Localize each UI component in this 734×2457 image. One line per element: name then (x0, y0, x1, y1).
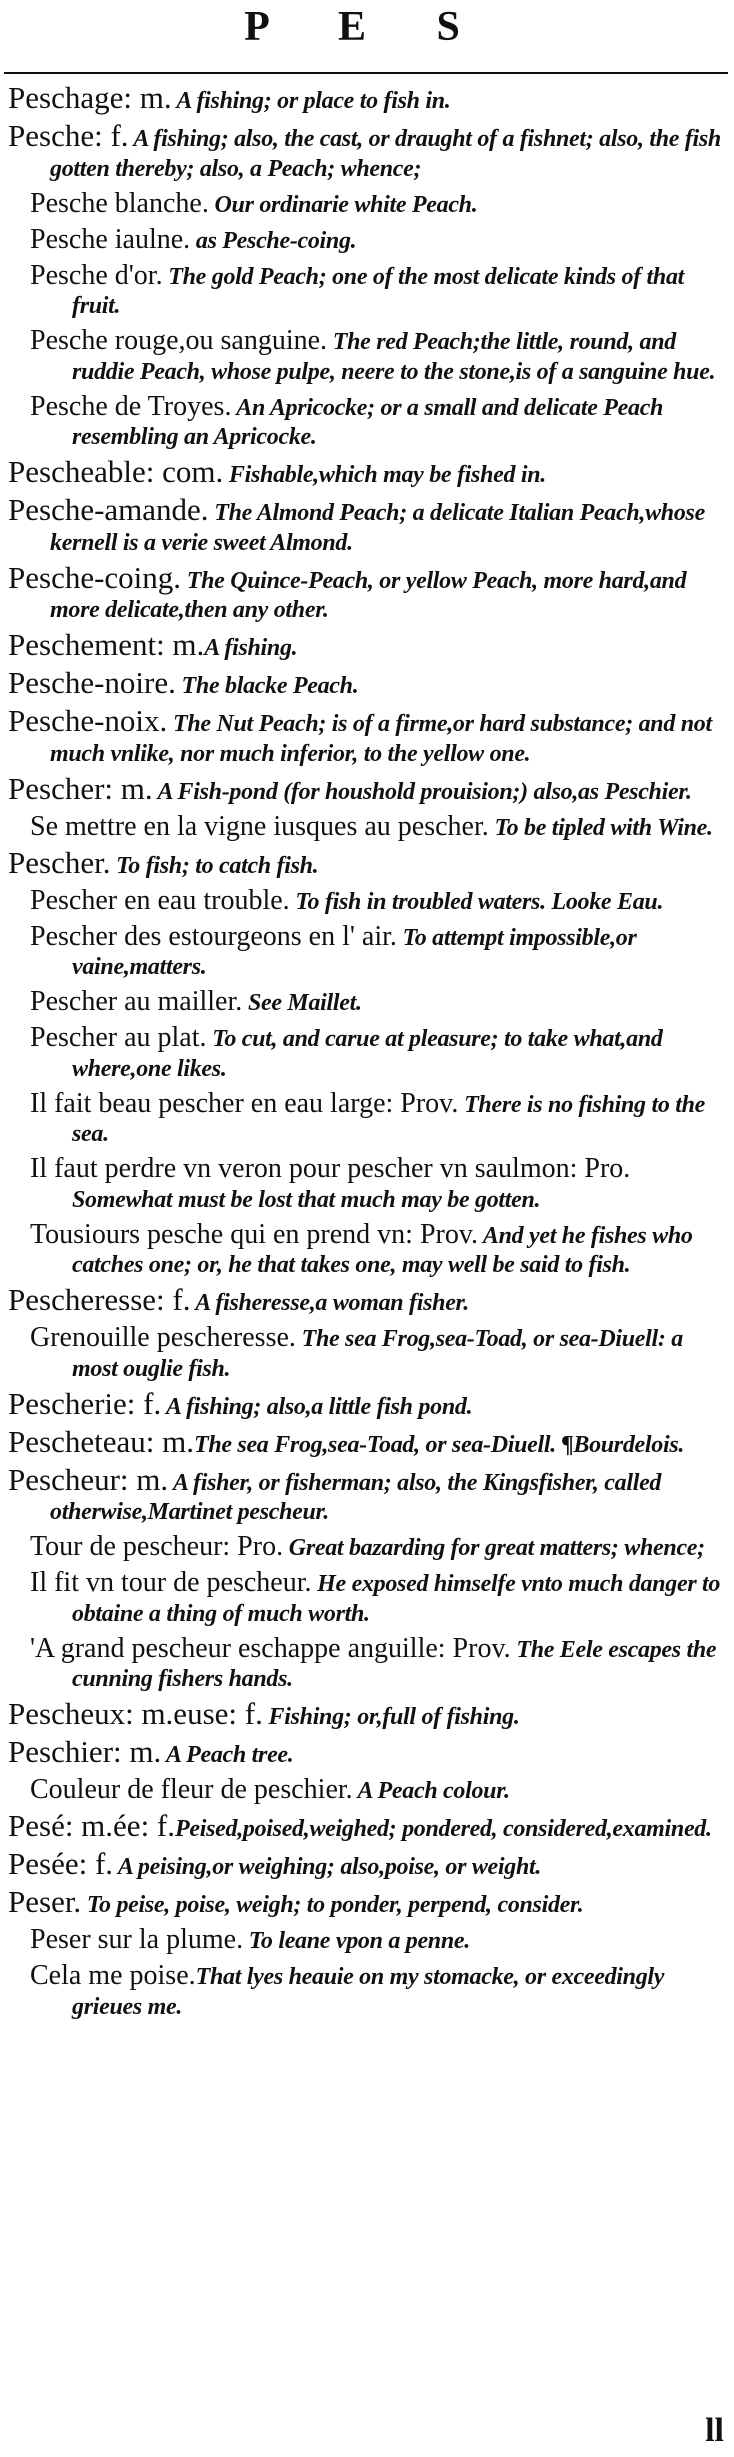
translation: as Pesche-coing. (190, 227, 357, 254)
headword: Peser. (8, 1884, 82, 1919)
dictionary-subentry (8, 390, 726, 452)
dictionary-subentry (8, 988, 726, 1018)
translation: There is no fishing to the sea. (72, 1091, 705, 1147)
headword: Peser sur la plume. (30, 1924, 244, 1955)
dictionary-subentry (8, 1155, 726, 1214)
translation: To be tipled with Wine. (488, 814, 713, 841)
dictionary-subentry (8, 1632, 726, 1694)
dictionary-entry (8, 559, 726, 625)
headword: Pescher au mailler. (30, 986, 243, 1017)
header-rule (4, 72, 728, 74)
dictionary-subentry (8, 1926, 726, 1956)
dictionary-subentry (8, 1024, 726, 1083)
headword: Pescheteau: m. (8, 1423, 194, 1459)
translation: An Apricocke; or a small and delicate Peach resembling an Apricocke. (72, 394, 664, 450)
dictionary-entry (8, 492, 726, 557)
headword: Pescheable: com. (8, 454, 224, 489)
translation: The Eele escapes the cunning fishers hands. (72, 1636, 717, 1692)
translation: See Maillet. (242, 990, 362, 1016)
dictionary-subentry (8, 1533, 726, 1563)
headword: Pescher au plat. (30, 1022, 207, 1053)
translation: And yet he fishes who catches one; or, he that takes one, may well be said to fish. (72, 1222, 693, 1278)
translation: A Peach tree. (161, 1742, 294, 1768)
dictionary-subentry (8, 259, 726, 321)
dictionary-entry (8, 80, 726, 116)
translation: A Peach colour. (352, 1778, 510, 1804)
dictionary-entry (8, 627, 726, 663)
translation: A Fish-pond (for houshold prouision;) also,as Peschier. (152, 778, 692, 805)
translation: He exposed himselfe vnto much danger to obtaine a thing of much worth. (72, 1571, 721, 1627)
page-header: P E S (244, 4, 490, 50)
translation: To peise, poise, weigh; to ponder, perpend, consider. (81, 1892, 584, 1918)
translation: The blacke Peach. (175, 673, 359, 699)
headword: Grenouille pescheresse. (30, 1322, 296, 1353)
dictionary-entry (8, 1461, 726, 1527)
headword: Se mettre en la vigne iusques au pescher. (30, 810, 489, 842)
translation: To attempt impossible,or vaine,matters. (72, 924, 637, 980)
dictionary-subentry (8, 1569, 726, 1628)
translation: Great bazarding for great matters; whence; (283, 1535, 705, 1561)
dictionary-subentry (8, 1087, 726, 1149)
dictionary-entry (8, 844, 726, 881)
translation: To fish; to catch fish. (110, 852, 319, 879)
dictionary-subentry (8, 1776, 726, 1806)
dictionary-subentry (8, 187, 726, 220)
translation: To cut, and carue at pleasure; to take what,and where,one likes. (72, 1026, 663, 1082)
headword: Pescheur: m. (8, 1461, 169, 1497)
translation: A fisher, or fisherman; also, the Kingsfisher, called otherwise,Martinet pescheur. (50, 1469, 662, 1525)
headword: Pesche-noix. (8, 703, 168, 738)
dictionary-entry (8, 1734, 726, 1770)
dictionary-entry (8, 1423, 726, 1460)
translation: A fisheresse,a woman fisher. (190, 1290, 469, 1316)
dictionary-subentry (8, 1962, 726, 2021)
dictionary-subentry (8, 327, 726, 386)
entry-list (8, 80, 726, 2028)
headword: Pesche blanche. (30, 187, 209, 219)
headword: Peschage: m. (8, 80, 172, 115)
translation: The Almond Peach; a delicate Italian Peach,whose kernell is a verie sweet Almond. (50, 500, 705, 556)
translation: The Nut Peach; is of a firme,or hard substance; and not much vnlike, nor much inferior, to the yellow one. (50, 711, 712, 767)
headword: Pescher des estourgeons en l' air. (30, 920, 397, 952)
translation: The red Peach;the little, round, and ruddie Peach, whose pulpe, neere to the stone,is of a sanguine hue. (72, 329, 716, 385)
dictionary-subentry (8, 810, 726, 843)
headword: Pesée: f. (8, 1846, 114, 1881)
headword: Pesche: f. (8, 118, 129, 153)
headword: Couleur de fleur de peschier. (30, 1774, 353, 1805)
translation: That lyes heauie on my stomacke, or exceedingly grieues me. (72, 1964, 665, 2020)
dictionary-entry (8, 454, 726, 490)
headword: Pescher: m. (8, 770, 153, 806)
translation: A fishing. (204, 635, 298, 661)
headword: Pesche rouge,ou sanguine. (30, 325, 328, 356)
catchword: ll (705, 2412, 724, 2449)
dictionary-subentry (8, 1218, 726, 1280)
translation: The gold Peach; one of the most delicate kinds of that fruit. (72, 263, 685, 319)
headword: Tour de pescheur: Pro. (30, 1531, 284, 1562)
translation: To fish in troubled waters. Looke Eau. (289, 888, 664, 915)
translation: To leane vpon a penne. (243, 1928, 470, 1954)
headword: Il fit vn tour de pescheur. (30, 1567, 312, 1598)
dictionary-subentry (8, 223, 726, 256)
headword: Pescher. (8, 844, 111, 880)
dictionary-entry (8, 1385, 726, 1422)
translation: Peised,poised,weighed; pondered, considered,examined. (175, 1816, 712, 1842)
translation: A fishing; or place to fish in. (171, 88, 451, 114)
headword: Peschement: m. (8, 627, 205, 662)
headword: Tousiours pesche qui en prend vn: Prov. (30, 1218, 479, 1250)
translation: The Quince-Peach, or yellow Peach, more hard,and more delicate,then any other. (50, 567, 687, 623)
dictionary-subentry (8, 884, 726, 917)
headword: Peschier: m. (8, 1734, 162, 1769)
dictionary-entry (8, 1282, 726, 1318)
translation: The sea Frog,sea-Toad, or sea-Diuell: a most ouglie fish. (72, 1326, 683, 1382)
dictionary-entry (8, 118, 726, 183)
translation: Fishing; or,full of fishing. (262, 1704, 520, 1730)
headword: Il fait beau pescher en eau large: Prov. (30, 1087, 459, 1119)
headword: Pesé: m.ée: f. (8, 1808, 176, 1843)
headword: Cela me poise. (30, 1960, 196, 1991)
translation: The sea Frog,sea-Toad, or sea-Diuell. ¶Bourdelois. (193, 1431, 685, 1458)
dictionary-entry (8, 703, 726, 768)
translation: Our ordinarie white Peach. (208, 191, 478, 218)
headword: Il faut perdre vn veron pour pescher vn saulmon: Pro. (30, 1153, 631, 1184)
translation: Somewhat must be lost that much may be gotten. (72, 1186, 541, 1213)
headword: Pesche de Troyes. (30, 390, 232, 422)
dictionary-entry (8, 1808, 726, 1844)
headword: Pesche-coing. (8, 559, 182, 595)
headword: Pesche-noire. (8, 665, 176, 700)
headword: 'A grand pescheur eschappe anguille: Prov. (30, 1632, 511, 1664)
headword: Pesche iaulne. (30, 223, 191, 255)
dictionary-entry (8, 1696, 726, 1732)
dictionary-entry (8, 770, 726, 807)
dictionary-entry (8, 665, 726, 701)
dictionary-entry (8, 1846, 726, 1882)
headword: Pescher en eau trouble. (30, 884, 290, 916)
dictionary-entry (8, 1884, 726, 1920)
headword: Pesche-amande. (8, 492, 209, 527)
translation: A fishing; also,a little fish pond. (161, 1393, 473, 1420)
translation: Fishable,which may be fished in. (223, 462, 546, 488)
dictionary-subentry (8, 1324, 726, 1383)
translation: A peising,or weighing; also,poise, or weight. (113, 1854, 542, 1880)
headword: Pescherie: f. (8, 1385, 162, 1421)
headword: Pesche d'or. (30, 259, 163, 291)
translation: A fishing; also, the cast, or draught of a fishnet; also, the fish gotten thereby; also, a Peach; whence; (50, 126, 721, 182)
headword: Pescheresse: f. (8, 1282, 191, 1317)
dictionary-subentry (8, 920, 726, 982)
headword: Pescheux: m.euse: f. (8, 1696, 263, 1731)
